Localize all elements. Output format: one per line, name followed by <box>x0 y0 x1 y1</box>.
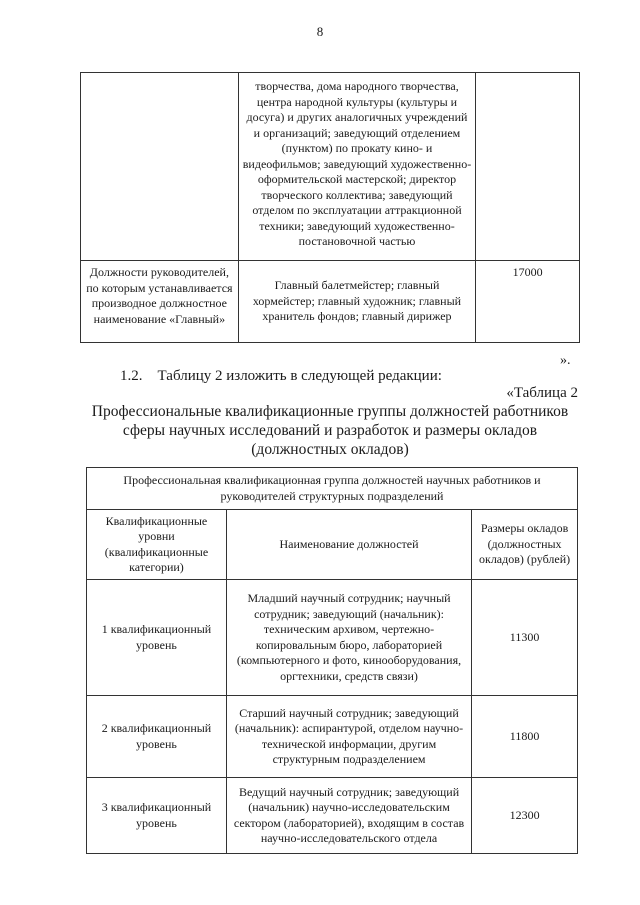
salary-cell: 11800 <box>472 696 578 778</box>
column-header: Наименование должностей <box>226 510 471 580</box>
qualification-table <box>86 467 578 854</box>
group-header: Профессиональная квалификационная группа должностей научных работников и руководителей структурных подразделений <box>87 468 578 510</box>
salary-cell: 12300 <box>472 778 578 854</box>
level-cell: 2 квалификационный уровень <box>87 696 227 778</box>
table-cell: творчества, дома народного творчества, центра народной культуры (культуры и досуга) и других аналогичных учреждений и организаций; заведующий отделением (пунктом) по прокату кино- и видеофильмов; заведующий художественно-оформительской мастерской; директор творческого коллектива; заведующий отделом по эксплуатации аттракционной техники; заведующий художественно-постановочной частью <box>238 73 475 261</box>
positions-cell: Младший научный сотрудник; научный сотрудник; заведующий (начальник): техническим архивом, чертежно-копировальным бюро, лабораторией (компьютерного и фото, кинооборудования, оргтехники, средств связи) <box>226 580 471 696</box>
table-cell: Должности руководителей, по которым устанавливается производное должностное наименование «Главный» <box>81 261 239 343</box>
table-cell: Главный балетмейстер; главный хормейстер; главный художник; главный хранитель фондов; главный дирижер <box>238 261 475 343</box>
closing-quote: ». <box>560 353 571 368</box>
table-cell: 17000 <box>476 261 580 343</box>
level-cell: 3 квалификационный уровень <box>87 778 227 854</box>
page-number: 8 <box>316 24 324 39</box>
table-cell <box>476 73 580 261</box>
level-cell: 1 квалификационный уровень <box>87 580 227 696</box>
column-header: Квалификационные уровни (квалификационные категории) <box>87 510 227 580</box>
table-row <box>87 696 578 778</box>
table-reference: «Таблица 2 <box>506 385 578 401</box>
paragraph: 1.2. Таблицу 2 изложить в следующей редакции: <box>120 368 442 384</box>
table-cell <box>81 73 239 261</box>
table-row <box>87 778 578 854</box>
continued-table <box>80 72 580 343</box>
positions-cell: Старший научный сотрудник; заведующий (начальник): аспирантурой, отделом научно-технической информации, другим структурным подразделением <box>226 696 471 778</box>
table-row <box>87 580 578 696</box>
column-header: Размеры окладов (должностных окладов) (рублей) <box>472 510 578 580</box>
table-title: Профессиональные квалификационные группы должностей работников сферы научных исследований и разработок и размеры окладов (должностных окладов) <box>91 403 569 458</box>
salary-cell: 11300 <box>472 580 578 696</box>
positions-cell: Ведущий научный сотрудник; заведующий (начальник) научно-исследовательским сектором (лабораторией), входящим в состав научно-исследовательского отдела <box>226 778 471 854</box>
